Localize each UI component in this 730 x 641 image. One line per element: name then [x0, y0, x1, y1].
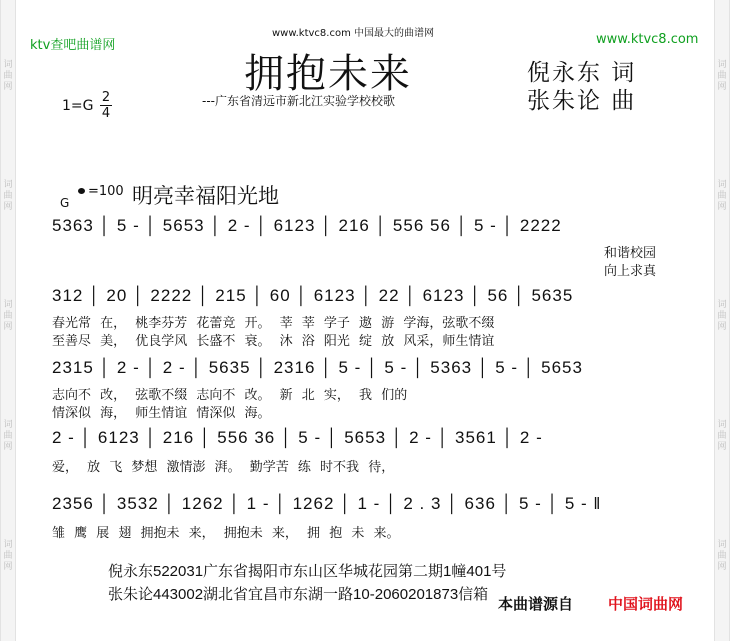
quarter-note-icon: [78, 188, 85, 194]
source-label: 本曲谱源自: [498, 595, 574, 613]
composer-credit: 张朱论 曲: [527, 88, 637, 114]
site-label-center: www.ktvc8.com 中国最大的曲谱网: [272, 28, 435, 39]
left-margin-strip: [0, 0, 16, 641]
footer-line-2: 张朱论443002湖北省宜昌市东湖一路10-2060201873信箱: [108, 586, 489, 603]
key-signature: 1=G: [62, 98, 94, 114]
watermark-text: 词曲网: [717, 180, 727, 212]
tempo-note-label: G: [60, 196, 70, 210]
watermark-text: 词曲网: [3, 60, 13, 92]
watermark-text: 词曲网: [717, 540, 727, 572]
watermark-text: 词曲网: [717, 420, 727, 452]
watermark-text: 词曲网: [3, 540, 13, 572]
tempo-bpm: =100: [88, 184, 124, 199]
score-row-2: 312 │ 20 │ 2222 │ 215 │ 60 │ 6123 │ 22 │ 6123 │ 56 │ 5635: [52, 286, 574, 305]
song-title: 拥抱未来: [244, 51, 412, 97]
site-label-right: www.ktvc8.com: [596, 32, 699, 47]
watermark-text: 词曲网: [3, 300, 13, 332]
song-subtitle: ---广东省清远市新北江实验学校校歌: [202, 94, 395, 108]
score-row-3: 2315 │ 2 - │ 2 - │ 5635 │ 2316 │ 5 - │ 5 - │ 5363 │ 5 - │ 5653: [52, 358, 583, 377]
lyrics-row-1-a: 和谐校园: [604, 246, 657, 261]
lyrics-row-5: 雏 鹰 展 翅 拥抱未 来， 拥抱未 来， 拥 抱 未 来。: [52, 526, 400, 541]
right-margin-strip: [714, 0, 730, 641]
time-numerator: 2: [101, 90, 111, 105]
time-denominator: 4: [101, 106, 111, 121]
lyrics-row-3-a: 志向不 改， 弦歌不缀 志向不 改。 新 北 实， 我 们的: [52, 388, 408, 403]
watermark-text: 词曲网: [717, 60, 727, 92]
time-signature: [100, 90, 112, 121]
watermark-text: 词曲网: [3, 420, 13, 452]
footer-line-1: 倪永东522031广东省揭阳市东山区华城花园第二期1幢401号: [108, 563, 507, 580]
lyrics-row-1-b: 向上求真: [604, 264, 657, 279]
watermark-text: 词曲网: [3, 180, 13, 212]
source-site: 中国词曲网: [608, 595, 684, 613]
tempo-mood: 明亮幸福阳光地: [132, 184, 279, 208]
lyricist-credit: 倪永东 词: [527, 60, 637, 86]
score-row-1: 5363 │ 5 - │ 5653 │ 2 - │ 6123 │ 216 │ 556 56 │ 5 - │ 2222: [52, 216, 562, 235]
lyrics-row-3-b: 情深似 海， 师生情谊 情深似 海。: [52, 406, 271, 421]
watermark-text: 词曲网: [717, 300, 727, 332]
lyrics-row-2-a: 春光常 在， 桃李芬芳 花蕾竞 开。 莘 莘 学子 遨 游 学海，弦歌不缀: [52, 316, 495, 331]
score-row-4: 2 - │ 6123 │ 216 │ 556 36 │ 5 - │ 5653 │ 2 - │ 3561 │ 2 -: [52, 428, 543, 447]
lyrics-row-4: 爱， 放 飞 梦想 激情澎 湃。 勤学苦 练 时不我 待，: [52, 460, 395, 475]
site-label-left: ktv查吧曲谱网: [30, 38, 116, 53]
score-row-5: 2356 │ 3532 │ 1262 │ 1 - │ 1262 │ 1 - │ 2 . 3 │ 636 │ 5 - │ 5 - ‖: [52, 494, 602, 513]
lyrics-row-2-b: 至善尽 美， 优良学风 长盛不 衰。 沐 浴 阳光 绽 放 风采，师生情谊: [52, 334, 495, 349]
